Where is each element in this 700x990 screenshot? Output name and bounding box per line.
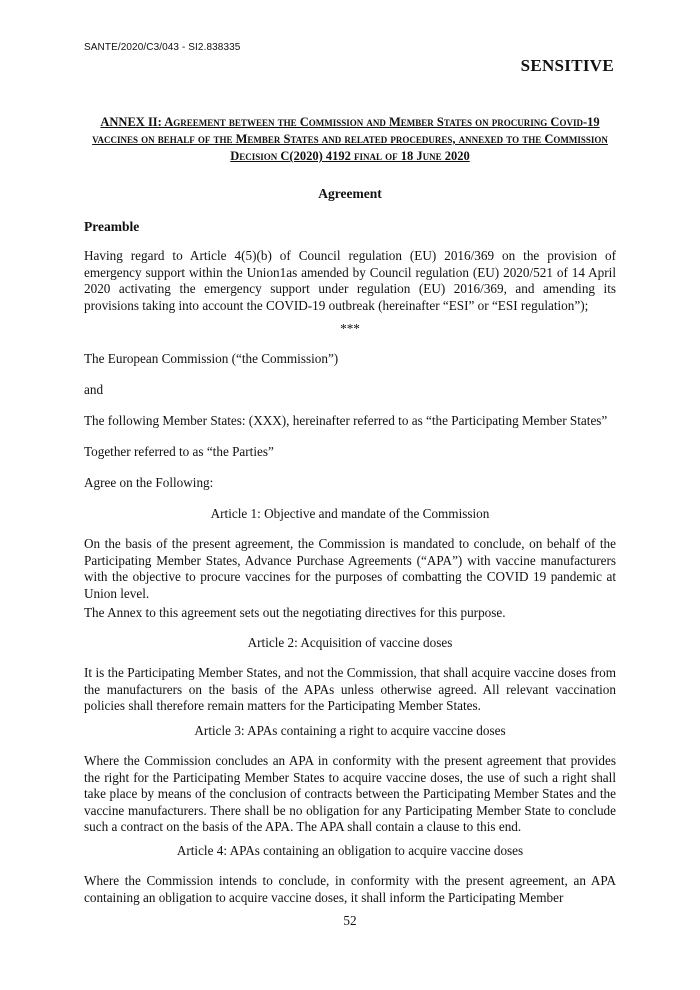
party-and: and xyxy=(84,382,104,397)
classification-label: SENSITIVE xyxy=(520,56,614,75)
parties-together: Together referred to as “the Parties” xyxy=(84,444,274,459)
preamble-text: Having regard to Article 4(5)(b) of Council regulation (EU) 2016/369 on the provision of emergency support within the Union1as amended by Council regulation (EU) 2020/521 of 14 April 2020 activating the emergency support under regulation (EU) 2016/369, and amending its provisions taking into account the COVID-19 outbreak (hereinafter “ESI” or “ESI regulation”); xyxy=(84,248,616,313)
article-2-heading: Article 2: Acquisition of vaccine doses xyxy=(247,635,453,650)
article-4-paragraph-1: Where the Commission intends to conclude, in conformity with the present agreement, an APA containing an obligation to acquire vaccine doses, it shall inform the Participating Member xyxy=(84,873,616,905)
document-reference: SANTE/2020/C3/043 - SI2.838335 xyxy=(84,42,241,53)
article-3-heading: Article 3: APAs containing a right to acquire vaccine doses xyxy=(194,723,506,738)
article-1-paragraph-1: On the basis of the present agreement, the Commission is mandated to conclude, on behalf of the Participating Member States, Advance Purchase Agreements (“APA”) with vaccine manufacturers with the objective to procure vaccines for the purposes of combatting the COVID 19 pandemic at Union level. xyxy=(84,536,616,601)
separator: *** xyxy=(340,321,360,336)
article-1-heading: Article 1: Objective and mandate of the Commission xyxy=(210,506,490,521)
agree-statement: Agree on the Following: xyxy=(84,475,214,490)
page-number: 52 xyxy=(343,913,357,928)
article-4-heading: Article 4: APAs containing an obligation to acquire vaccine doses xyxy=(176,843,524,858)
article-3-paragraph-1: Where the Commission concludes an APA in conformity with the present agreement that provides the right for the Participating Member States to acquire vaccine doses, the use of such a right shall take place by means of the conclusion of contracts between the Participating Member States and the vaccine manufacturers. There shall be no obligation for any Participating Member State to conclude such a contract on the basis of the APA. The APA shall contain a clause to this end. xyxy=(84,753,616,835)
party-commission: The European Commission (“the Commission”) xyxy=(84,351,339,366)
party-member-states: The following Member States: (XXX), hereinafter referred to as “the Participating Member States” xyxy=(84,413,608,428)
annex-title: ANNEX II: Agreement between the Commission and Member States on procuring Covid-19 vaccines on behalf of the Member States and related procedures, annexed to the Commission Decision C(2020) 4192 final of 18 June 2020 xyxy=(92,115,608,163)
article-2-paragraph-1: It is the Participating Member States, and not the Commission, that shall acquire vaccine doses from the manufacturers on the basis of the APAs unless otherwise agreed. All relevant vaccination policies shall therefore remain matters for the Participating Member States. xyxy=(84,665,616,714)
preamble-heading: Preamble xyxy=(84,219,140,234)
agreement-title: Agreement xyxy=(318,186,382,201)
article-1-paragraph-2: The Annex to this agreement sets out the negotiating directives for this purpose. xyxy=(84,605,506,620)
